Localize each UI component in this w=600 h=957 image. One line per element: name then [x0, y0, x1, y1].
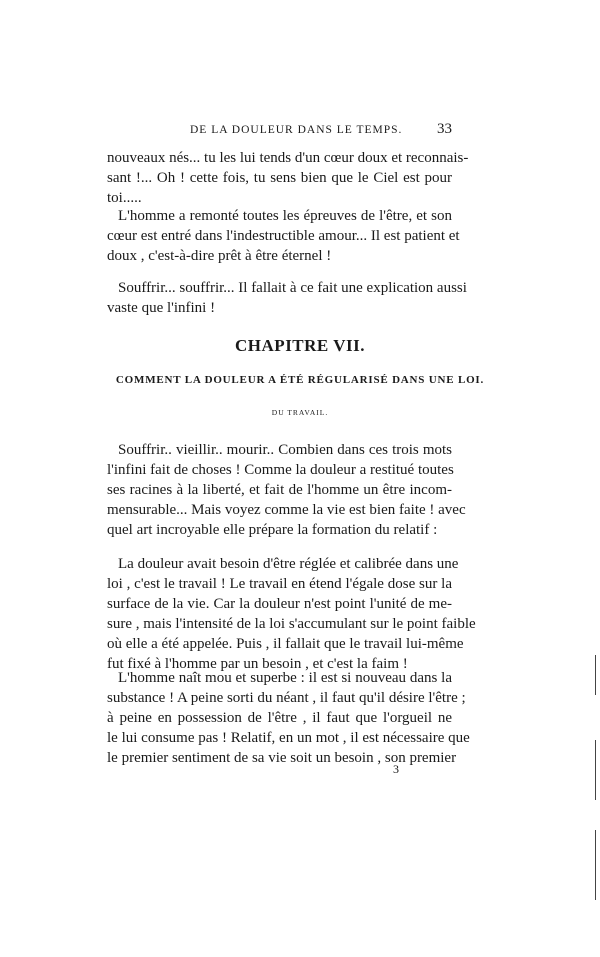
text-line: mensurable... Mais voyez comme la vie est bien faite ! avec: [107, 502, 466, 518]
text-line: fut fixé à l'homme par un besoin , et c'est la faim !: [107, 656, 408, 672]
text-line: sant !... Oh ! cette fois, tu sens bien que le Ciel est pour: [107, 170, 452, 186]
text-line: l'infini fait de choses ! Comme la douleur a restitué toutes: [107, 462, 454, 478]
page-edge-mark: [595, 655, 596, 695]
text-line: toi.....: [107, 190, 142, 206]
text-line: L'homme a remonté toutes les épreuves de l'être, et son: [118, 208, 452, 224]
text-line: Souffrir.. vieillir.. mourir.. Combien dans ces trois mots: [118, 442, 452, 458]
page-edge-mark: [595, 830, 596, 900]
running-head: DE LA DOULEUR DANS LE TEMPS.: [190, 124, 403, 136]
paragraph-2: [107, 206, 460, 266]
text-line: ses racines à la liberté, et fait de l'homme un être incom-: [107, 482, 452, 498]
paragraph-6: [107, 668, 470, 768]
text-line: surface de la vie. Car la douleur n'est point l'unité de me-: [107, 596, 452, 612]
paragraph-1: [107, 148, 469, 208]
paragraph-5: [107, 554, 476, 674]
text-line: quel art incroyable elle prépare la formation du relatif :: [107, 522, 438, 538]
signature-mark: 3: [393, 762, 399, 776]
text-line: le premier sentiment de sa vie soit un besoin , son premier: [107, 750, 457, 766]
page-edge-mark: [595, 740, 596, 800]
text-line: le lui consume pas ! Relatif, en un mot , il est nécessaire que: [107, 730, 470, 746]
text-line: nouveaux nés... tu les lui tends d'un cœur doux et reconnais-: [107, 150, 469, 166]
text-line: vaste que l'infini !: [107, 300, 216, 316]
text-line: L'homme naît mou et superbe : il est si nouveau dans la: [118, 670, 452, 686]
text-line: où elle a été appelée. Puis , il fallait que le travail lui-même: [107, 636, 464, 652]
text-line: sure , mais l'intensité de la loi s'accumulant sur le point faible: [107, 616, 476, 632]
text-line: La douleur avait besoin d'être réglée et calibrée dans une: [118, 556, 459, 572]
text-line: doux , c'est-à-dire prêt à être éternel !: [107, 248, 332, 264]
text-line: cœur est entré dans l'indestructible amour... Il est patient et: [107, 228, 460, 244]
chapter-title: CHAPITRE VII.: [235, 336, 365, 355]
paragraph-3: [107, 278, 467, 318]
text-line: à peine en possession de l'être , il faut que l'orgueil ne: [107, 710, 452, 726]
text-line: Souffrir... souffrir... Il fallait à ce fait une explication aussi: [118, 280, 467, 296]
paragraph-4: [107, 440, 466, 540]
chapter-section-title: DU TRAVAIL.: [271, 408, 329, 417]
chapter-subtitle: COMMENT LA DOULEUR A ÉTÉ RÉGULARISÉ DANS UNE LOI.: [115, 374, 485, 386]
text-line: loi , c'est le travail ! Le travail en étend l'égale dose sur la: [107, 576, 452, 592]
text-line: substance ! A peine sorti du néant , il faut qu'il désire l'être ;: [107, 690, 466, 706]
page-number: 33: [437, 121, 452, 137]
